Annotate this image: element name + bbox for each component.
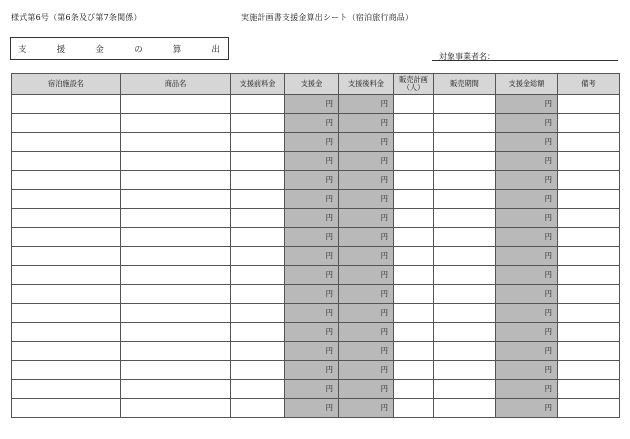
product-name-cell[interactable] <box>121 247 231 266</box>
facility-name-cell[interactable] <box>12 114 121 133</box>
calc-box-char: 出 <box>211 44 220 55</box>
operator-name-field[interactable] <box>432 44 618 61</box>
table-row <box>12 323 620 342</box>
operator-name-label: 対象事業者名： <box>439 52 495 61</box>
sales-period-cell[interactable] <box>434 209 496 228</box>
remarks-cell[interactable] <box>558 304 620 323</box>
support-amount-cell[interactable]: 円 <box>285 361 339 380</box>
sales-plan-cell[interactable] <box>394 285 434 304</box>
price-after-cell[interactable]: 円 <box>339 399 394 418</box>
column-header-sales-plan: 販売計画 （人） <box>394 74 434 95</box>
price-before-cell[interactable] <box>231 152 285 171</box>
product-name-cell[interactable] <box>121 114 231 133</box>
product-name-cell[interactable] <box>121 380 231 399</box>
product-name-cell[interactable] <box>121 152 231 171</box>
support-total-cell[interactable]: 円 <box>496 342 558 361</box>
sales-period-cell[interactable] <box>434 133 496 152</box>
sales-plan-cell[interactable] <box>394 114 434 133</box>
sales-period-cell[interactable] <box>434 285 496 304</box>
facility-name-cell[interactable] <box>12 209 121 228</box>
price-after-cell[interactable]: 円 <box>339 266 394 285</box>
product-name-cell[interactable] <box>121 228 231 247</box>
sales-plan-cell[interactable] <box>394 304 434 323</box>
table-row <box>12 171 620 190</box>
support-amount-cell[interactable]: 円 <box>285 152 339 171</box>
facility-name-cell[interactable] <box>12 247 121 266</box>
sales-plan-cell[interactable] <box>394 323 434 342</box>
remarks-cell[interactable] <box>558 152 620 171</box>
sales-period-cell[interactable] <box>434 247 496 266</box>
table-row <box>12 247 620 266</box>
support-total-cell[interactable]: 円 <box>496 95 558 114</box>
support-amount-cell[interactable]: 円 <box>285 190 339 209</box>
column-header-facility-name: 宿泊施設名 <box>12 74 121 95</box>
sales-period-cell[interactable] <box>434 171 496 190</box>
sales-period-cell[interactable] <box>434 342 496 361</box>
calc-box-char: 援 <box>56 44 66 55</box>
remarks-cell[interactable] <box>558 228 620 247</box>
facility-name-cell[interactable] <box>12 361 121 380</box>
sales-period-cell[interactable] <box>434 228 496 247</box>
product-name-cell[interactable] <box>121 285 231 304</box>
price-before-cell[interactable] <box>231 285 285 304</box>
price-before-cell[interactable] <box>231 380 285 399</box>
price-after-cell[interactable]: 円 <box>339 323 394 342</box>
support-amount-cell[interactable]: 円 <box>285 171 339 190</box>
price-before-cell[interactable] <box>231 323 285 342</box>
support-total-cell[interactable]: 円 <box>496 209 558 228</box>
table-row <box>12 285 620 304</box>
table-row <box>12 133 620 152</box>
product-name-cell[interactable] <box>121 133 231 152</box>
sales-plan-cell[interactable] <box>394 133 434 152</box>
column-header-remarks: 備考 <box>558 74 620 95</box>
column-header-price-after: 支援後料金 <box>339 74 394 95</box>
facility-name-cell[interactable] <box>12 228 121 247</box>
support-amount-cell[interactable]: 円 <box>285 342 339 361</box>
facility-name-cell[interactable] <box>12 266 121 285</box>
sales-period-cell[interactable] <box>434 380 496 399</box>
facility-name-cell[interactable] <box>12 285 121 304</box>
sales-period-cell[interactable] <box>434 190 496 209</box>
facility-name-cell[interactable] <box>12 323 121 342</box>
sales-plan-cell[interactable] <box>394 152 434 171</box>
remarks-cell[interactable] <box>558 114 620 133</box>
product-name-cell[interactable] <box>121 95 231 114</box>
support-total-cell[interactable]: 円 <box>496 190 558 209</box>
support-total-cell[interactable]: 円 <box>496 171 558 190</box>
support-amount-cell[interactable]: 円 <box>285 95 339 114</box>
support-amount-cell[interactable]: 円 <box>285 304 339 323</box>
table-row <box>12 228 620 247</box>
support-amount-cell[interactable]: 円 <box>285 228 339 247</box>
support-amount-cell[interactable]: 円 <box>285 209 339 228</box>
sales-plan-cell[interactable] <box>394 95 434 114</box>
column-header-price-before: 支援前料金 <box>231 74 285 95</box>
sales-period-cell[interactable] <box>434 399 496 418</box>
price-before-cell[interactable] <box>231 342 285 361</box>
product-name-cell[interactable] <box>121 361 231 380</box>
sales-plan-cell[interactable] <box>394 209 434 228</box>
price-after-cell[interactable]: 円 <box>339 209 394 228</box>
sales-plan-cell[interactable] <box>394 171 434 190</box>
support-amount-cell[interactable]: 円 <box>285 247 339 266</box>
price-after-cell[interactable]: 円 <box>339 380 394 399</box>
sales-plan-cell[interactable] <box>394 399 434 418</box>
support-amount-cell[interactable]: 円 <box>285 399 339 418</box>
table-header-row <box>12 74 620 95</box>
form-number: 様式第6号（第6条及び第7条関係） <box>11 13 142 22</box>
price-after-cell[interactable]: 円 <box>339 361 394 380</box>
price-after-cell[interactable]: 円 <box>339 342 394 361</box>
table-row <box>12 266 620 285</box>
price-before-cell[interactable] <box>231 114 285 133</box>
price-after-cell[interactable]: 円 <box>339 95 394 114</box>
table-row <box>12 380 620 399</box>
facility-name-cell[interactable] <box>12 190 121 209</box>
sales-period-cell[interactable] <box>434 114 496 133</box>
calc-box-char: 金 <box>95 44 104 55</box>
sales-plan-cell[interactable] <box>394 342 434 361</box>
table-row <box>12 95 620 114</box>
price-before-cell[interactable] <box>231 133 285 152</box>
product-name-cell[interactable] <box>121 171 231 190</box>
support-total-cell[interactable]: 円 <box>496 399 558 418</box>
remarks-cell[interactable] <box>558 399 620 418</box>
remarks-cell[interactable] <box>558 323 620 342</box>
sales-period-cell[interactable] <box>434 323 496 342</box>
support-total-cell[interactable]: 円 <box>496 152 558 171</box>
price-before-cell[interactable] <box>231 304 285 323</box>
product-name-cell[interactable] <box>121 342 231 361</box>
price-after-cell[interactable]: 円 <box>339 285 394 304</box>
price-before-cell[interactable] <box>231 209 285 228</box>
remarks-cell[interactable] <box>558 171 620 190</box>
product-name-cell[interactable] <box>121 399 231 418</box>
facility-name-cell[interactable] <box>12 342 121 361</box>
facility-name-cell[interactable] <box>12 380 121 399</box>
support-total-cell[interactable]: 円 <box>496 304 558 323</box>
support-total-cell[interactable]: 円 <box>496 133 558 152</box>
remarks-cell[interactable] <box>558 95 620 114</box>
support-amount-cell[interactable]: 円 <box>285 285 339 304</box>
remarks-cell[interactable] <box>558 285 620 304</box>
support-total-cell[interactable]: 円 <box>496 380 558 399</box>
sales-plan-cell[interactable] <box>394 361 434 380</box>
calc-box-char: 支 <box>18 44 27 55</box>
price-after-cell[interactable]: 円 <box>339 114 394 133</box>
support-amount-cell[interactable]: 円 <box>285 380 339 399</box>
sales-plan-cell[interactable] <box>394 228 434 247</box>
facility-name-cell[interactable] <box>12 95 121 114</box>
table-row <box>12 304 620 323</box>
product-name-cell[interactable] <box>121 190 231 209</box>
price-after-cell[interactable]: 円 <box>339 190 394 209</box>
column-header-support-total: 支援金総額 <box>496 74 558 95</box>
price-before-cell[interactable] <box>231 247 285 266</box>
price-after-cell[interactable]: 円 <box>339 152 394 171</box>
support-total-cell[interactable]: 円 <box>496 114 558 133</box>
price-before-cell[interactable] <box>231 266 285 285</box>
remarks-cell[interactable] <box>558 380 620 399</box>
remarks-cell[interactable] <box>558 247 620 266</box>
price-before-cell[interactable] <box>231 190 285 209</box>
sales-plan-cell[interactable] <box>394 190 434 209</box>
facility-name-cell[interactable] <box>12 152 121 171</box>
document-title: 実施計画書支援金算出シート（宿泊旅行商品） <box>241 13 414 22</box>
price-after-cell[interactable]: 円 <box>339 304 394 323</box>
support-total-cell[interactable]: 円 <box>496 247 558 266</box>
support-total-cell[interactable]: 円 <box>496 323 558 342</box>
column-header-product-name: 商品名 <box>121 74 231 95</box>
column-header-support-amount: 支援金 <box>285 74 339 95</box>
remarks-cell[interactable] <box>558 361 620 380</box>
remarks-cell[interactable] <box>558 133 620 152</box>
facility-name-cell[interactable] <box>12 133 121 152</box>
support-amount-cell[interactable]: 円 <box>285 266 339 285</box>
price-before-cell[interactable] <box>231 95 285 114</box>
support-total-cell[interactable]: 円 <box>496 285 558 304</box>
support-total-cell[interactable]: 円 <box>496 228 558 247</box>
remarks-cell[interactable] <box>558 266 620 285</box>
support-calculation-box <box>10 37 229 60</box>
table-row <box>12 399 620 418</box>
support-amount-cell[interactable]: 円 <box>285 133 339 152</box>
product-name-cell[interactable] <box>121 304 231 323</box>
table-row <box>12 209 620 228</box>
price-after-cell[interactable]: 円 <box>339 133 394 152</box>
calc-box-char: 算 <box>172 44 182 55</box>
remarks-cell[interactable] <box>558 342 620 361</box>
product-name-cell[interactable] <box>121 323 231 342</box>
price-before-cell[interactable] <box>231 171 285 190</box>
table-row <box>12 342 620 361</box>
sales-period-cell[interactable] <box>434 266 496 285</box>
calc-box-char: の <box>134 44 143 55</box>
product-name-cell[interactable] <box>121 266 231 285</box>
support-calculation-table <box>11 73 620 418</box>
sales-period-cell[interactable] <box>434 361 496 380</box>
support-total-cell[interactable]: 円 <box>496 266 558 285</box>
price-after-cell[interactable]: 円 <box>339 171 394 190</box>
sales-period-cell[interactable] <box>434 152 496 171</box>
sales-period-cell[interactable] <box>434 304 496 323</box>
column-header-sales-period: 販売期間 <box>434 74 496 95</box>
table-row <box>12 114 620 133</box>
facility-name-cell[interactable] <box>12 399 121 418</box>
price-before-cell[interactable] <box>231 228 285 247</box>
price-before-cell[interactable] <box>231 399 285 418</box>
table-row <box>12 152 620 171</box>
remarks-cell[interactable] <box>558 209 620 228</box>
price-after-cell[interactable]: 円 <box>339 228 394 247</box>
support-amount-cell[interactable]: 円 <box>285 323 339 342</box>
support-total-cell[interactable]: 円 <box>496 361 558 380</box>
price-after-cell[interactable]: 円 <box>339 247 394 266</box>
price-before-cell[interactable] <box>231 361 285 380</box>
sales-plan-cell[interactable] <box>394 247 434 266</box>
product-name-cell[interactable] <box>121 209 231 228</box>
facility-name-cell[interactable] <box>12 171 121 190</box>
table-row <box>12 361 620 380</box>
sales-period-cell[interactable] <box>434 95 496 114</box>
remarks-cell[interactable] <box>558 190 620 209</box>
table-row <box>12 190 620 209</box>
facility-name-cell[interactable] <box>12 304 121 323</box>
support-amount-cell[interactable]: 円 <box>285 114 339 133</box>
sales-plan-cell[interactable] <box>394 266 434 285</box>
sales-plan-cell[interactable] <box>394 380 434 399</box>
